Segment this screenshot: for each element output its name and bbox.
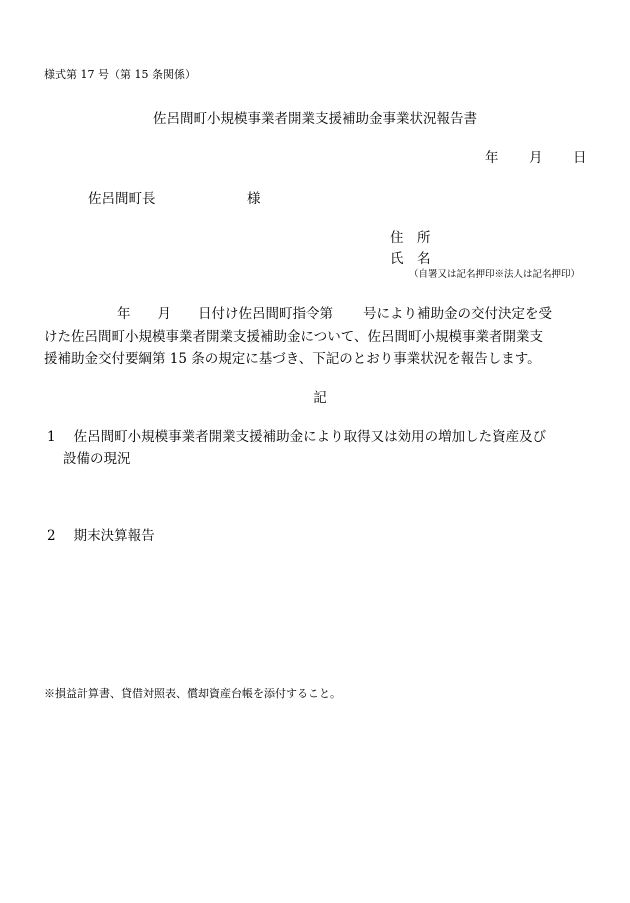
date-year-label: 年: [485, 150, 499, 166]
item-1-text-continued: 設備の現況: [63, 451, 131, 467]
address-label: 住 所: [390, 230, 431, 246]
attachment-note: ※損益計算書、貸借対照表、償却資産台帳を添付すること。: [44, 687, 341, 700]
body-line-2: けた佐呂間町小規模事業者開業支援補助金について、佐呂間町小規模事業者開業支: [44, 328, 543, 345]
item-2-number: 2: [47, 528, 56, 544]
date-month-label: 月: [529, 150, 543, 166]
date-day-label: 日: [573, 150, 587, 166]
body-line-1: [44, 303, 589, 326]
item-1-number: 1: [47, 429, 56, 445]
list-item-2: [47, 524, 155, 544]
addressee-honorific: 様: [247, 191, 261, 207]
document-title: 佐呂間町小規模事業者開業支援補助金事業状況報告書: [153, 111, 477, 127]
body-line-3: 援補助金交付要綱第 15 条の規定に基づき、下記のとおり事業状況を報告します。: [44, 351, 541, 367]
item-1-text: 佐呂間町小規模事業者開業支援補助金により取得又は効用の増加した資産及び: [73, 429, 547, 445]
body-year-label: 年: [117, 306, 131, 322]
signature-note: （自署又は記名押印※法人は記名押印）: [409, 269, 581, 280]
body-order-text: 日付け佐呂間町指令第: [198, 306, 333, 322]
name-label: 氏 名: [390, 251, 431, 267]
item-2-text: 期末決算報告: [73, 528, 155, 544]
body-month-label: 月: [157, 306, 171, 322]
body-decision-text: 号により補助金の交付決定を受: [363, 306, 552, 322]
report-body: [44, 303, 589, 371]
addressee-name: 佐呂間町長: [88, 191, 156, 207]
form-number: 様式第 17 号（第 15 条関係）: [44, 68, 196, 81]
list-item-1: [47, 426, 546, 470]
ki-heading: 記: [313, 390, 327, 406]
